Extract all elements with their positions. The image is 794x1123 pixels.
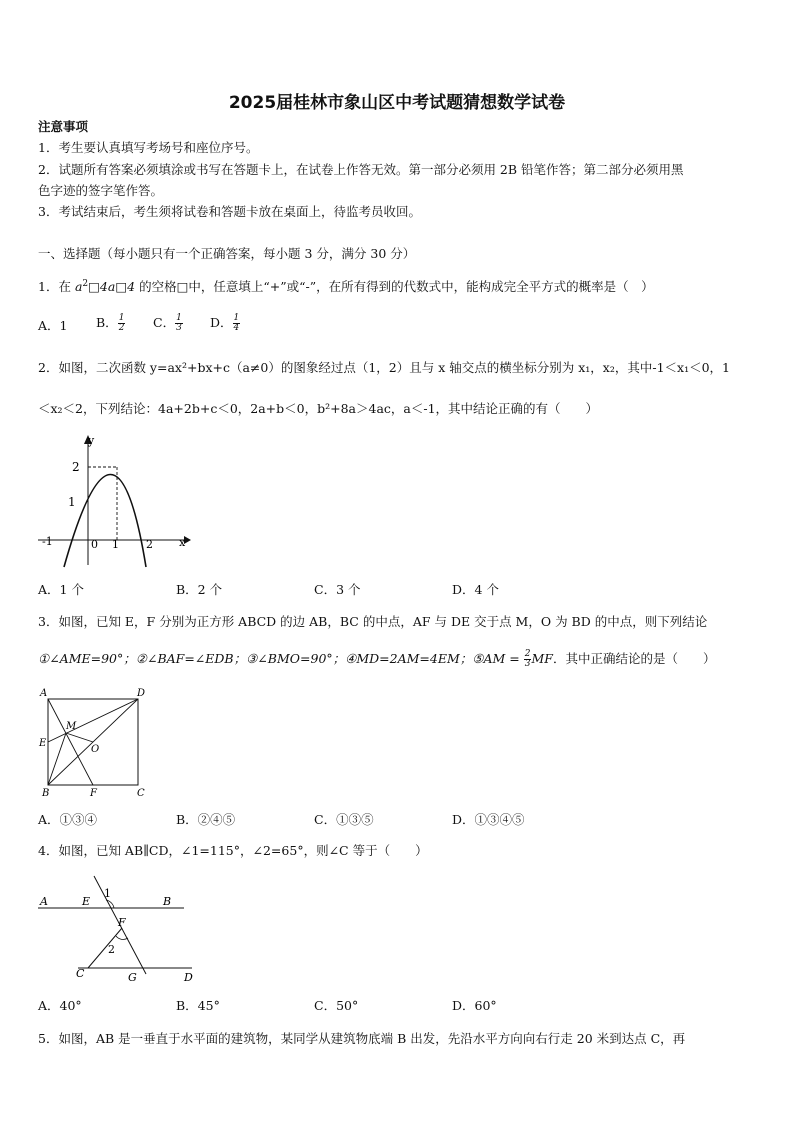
segment-af: [48, 699, 93, 785]
point-label: O: [91, 744, 100, 755]
option-d[interactable]: D．4 个: [452, 582, 499, 597]
point-label: F: [90, 788, 97, 799]
point-label: G: [128, 971, 137, 984]
option-b[interactable]: B．45°: [176, 998, 220, 1013]
option-a[interactable]: A．1 个: [38, 582, 84, 597]
option-b[interactable]: B． $\frac{1}{2}$: [96, 313, 125, 333]
exam-title: 2025届桂林市象山区中考试题猜想数学试卷: [228, 93, 566, 113]
segment-fc: [88, 928, 122, 968]
point-label: M: [66, 721, 77, 732]
point-label: C: [76, 967, 85, 980]
segment-de: [48, 699, 138, 742]
y-axis-label: y: [88, 434, 95, 447]
fraction: $\frac{2}{3}$: [524, 649, 531, 669]
x-tick-label: -1: [42, 535, 53, 548]
question-3-line1: 3．如图，已知 E，F 分别为正方形 ABCD 的边 AB，BC 的中点，AF 与 DE 交于点 M，O 为 BD 的中点，则下列结论: [38, 614, 708, 629]
question-2-line2: ＜x₂＜2，下列结论：4a+2b+c＜0，2a+b＜0，b²+8a＞4ac，a＜-1，其中结论正确的有（ ）: [38, 401, 599, 416]
parabola-curve: [64, 475, 146, 568]
point-label: C: [137, 788, 145, 799]
parabola-graph: [36, 432, 196, 572]
option-a[interactable]: A．①③④: [38, 812, 98, 827]
fraction: $\frac{1}{3}$: [176, 313, 182, 333]
point-label: A: [40, 688, 48, 699]
point-label: D: [184, 971, 193, 984]
square-figure: [36, 684, 156, 800]
y-tick-label: 1: [68, 495, 76, 509]
question-3-line2: ①∠AME=90°；②∠BAF=∠EDB；③∠BMO=90°；④MD=2AM=4EM；⑤AM = $\frac{2}{3}$ MF．其中正确结论的是（ ）: [38, 649, 716, 669]
angle-label: 2: [108, 943, 115, 956]
option-d[interactable]: D．60°: [452, 998, 497, 1013]
notice-item: 1．考生要认真填写考场号和座位序号。: [38, 140, 259, 155]
angle-label: 1: [104, 887, 111, 900]
option-b[interactable]: B．②④⑤: [176, 812, 236, 827]
option-a[interactable]: A．40°: [38, 998, 82, 1013]
option-d[interactable]: D．①③④⑤: [452, 812, 525, 827]
question-4-line1: 4．如图，已知 AB∥CD，∠1=115°，∠2=65°，则∠C 等于（ ）: [38, 843, 428, 858]
option-c[interactable]: C．3 个: [314, 582, 361, 597]
y-tick-label: 2: [72, 460, 80, 474]
fraction: $\frac{1}{4}$: [233, 313, 240, 333]
option-a[interactable]: A．1: [38, 318, 68, 333]
x-tick-label: 2: [146, 538, 153, 551]
notice-heading: 注意事项: [38, 119, 89, 134]
x-tick-label: 0: [91, 538, 98, 551]
section-heading: 一、选择题（每小题只有一个正确答案，每小题 3 分，满分 30 分）: [38, 246, 416, 261]
point-label: B: [42, 788, 50, 799]
question-2-line1: 2．如图，二次函数 y=ax²+bx+c（a≠0）的图象经过点（1，2）且与 x 轴交点的横坐标分别为 x₁，x₂，其中-1＜x₁＜0，1: [38, 360, 730, 375]
x-axis-label: x: [179, 536, 186, 549]
point-label: D: [137, 688, 146, 699]
point-label: A: [40, 895, 48, 908]
notice-item: 2．试题所有答案必须填涂或书写在答题卡上，在试卷上作答无效。第一部分必须用 2B 铅笔作答；第二部分必须用黑: [38, 162, 684, 177]
point-label: E: [82, 895, 91, 908]
option-d[interactable]: D． $\frac{1}{4}$: [210, 313, 240, 333]
fraction: $\frac{1}{2}$: [118, 313, 125, 333]
option-c[interactable]: C．①③⑤: [314, 812, 374, 827]
option-b[interactable]: B．2 个: [176, 582, 223, 597]
point-label: F: [118, 916, 126, 929]
option-c[interactable]: C．50°: [314, 998, 359, 1013]
question-5-line1: 5．如图，AB 是一垂直于水平面的建筑物，某同学从建筑物底端 B 出发，先沿水平方向向右行走 20 米到达点 C，再: [38, 1031, 686, 1046]
point-label: B: [163, 895, 172, 908]
parallel-lines-figure: [36, 874, 206, 986]
notice-item: 3．考试结束后，考生须将试卷和答题卡放在桌面上，待监考员收回。: [38, 204, 421, 219]
x-tick-label: 1: [112, 538, 119, 551]
option-c[interactable]: C． $\frac{1}{3}$: [153, 313, 182, 333]
notice-item: 色字迹的签字笔作答。: [38, 183, 164, 198]
point-label: E: [39, 738, 47, 749]
question-1-text: 1．在 $a^2□4a□4$ 的空格□中，任意填上“+”或“-”，在所有得到的代数式中，能构成完全平方式的概率是（ ）: [38, 279, 654, 295]
